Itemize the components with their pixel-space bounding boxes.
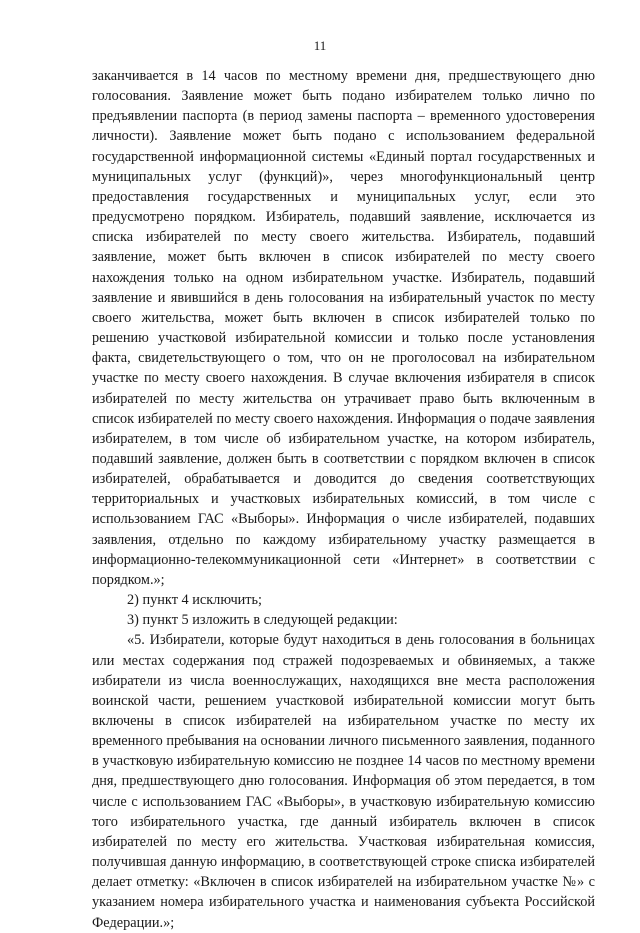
page-number: 11	[313, 38, 327, 53]
paragraph-point-5: «5. Избиратели, которые будут находиться в день голосования в больницах или местах содержания под стражей подозреваемых и обвиняемых, а также избиратели из числа военнослужащих, находящихся вне места расположения воинской части, решением участковой избирательной комиссии могут быть включены в список избирателей на избирательном участке по месту их временного пребывания на основании личного письменного заявления, поданного в участковую избирательную комиссию не позднее 14 часов по местному времени дня, предшествующего дню голосования. Информация об этом передается, в том числе с использованием ГАС «Выборы», в участковую избирательную комиссию того избирательного участка, где данный избиратель включен в список избирателей по месту его жительства. Участковая избирательная комиссия, получившая данную информацию, в соответствующей строке списка избирателей делает отметку: «Включен в список избирателей на избирательном участке №» с указанием номера избирательного участка и наименования субъекта Российской Федерации.»;	[92, 632, 595, 931]
paragraph-continuation: заканчивается в 14 часов по местному времени дня, предшествующего дню голосования. Заявление может быть подано избирателем только лично по предъявлении паспорта (в период замены паспорта – временного удостоверения личности). Заявление может быть подано с использованием федеральной государственной информационной системы «Единый портал государственных и муниципальных услуг (функций)», через многофункциональный центр предоставления государственных и муниципальных услуг, если это предусмотрено порядком. Избиратель, подавший заявление, исключается из списка избирателей по месту своего жительства. Избиратель, подавший заявление, может быть включен в список избирателей по месту своего нахождения только на одном избирательном участке. Избиратель, подавший заявление и явившийся в день голосования на избирательный участок по месту своего жительства, может быть включен в список избирателей только по решению участковой избирательной комиссии и только после установления факта, свидетельствующего о том, что он не проголосовал на избирательном участке по месту своего нахождения. В случае включения избирателя в список избирателей по месту жительства он утрачивает право быть включенным в список избирателей по месту своего нахождения. Информация о подаче заявления избирателем, в том числе об избирательном участке, на котором избиратель, подавший заявление, должен быть в соответствии с порядком включен в список избирателей, обрабатывается и доводится до сведения соответствующих территориальных и участковых избирательных комиссий, в том числе с использованием ГАС «Выборы». Информация о числе избирателей, подавших заявления, отдельно по каждому избирательному участку размещается в информационно-телекоммуникационной сети «Интернет» в соответствии с порядком.»;	[92, 68, 595, 588]
paragraph-item-3: 3) пункт 5 изложить в следующей редакции:	[127, 612, 398, 629]
document-body	[92, 66, 595, 933]
paragraph-item-2: 2) пункт 4 исключить;	[127, 592, 263, 609]
